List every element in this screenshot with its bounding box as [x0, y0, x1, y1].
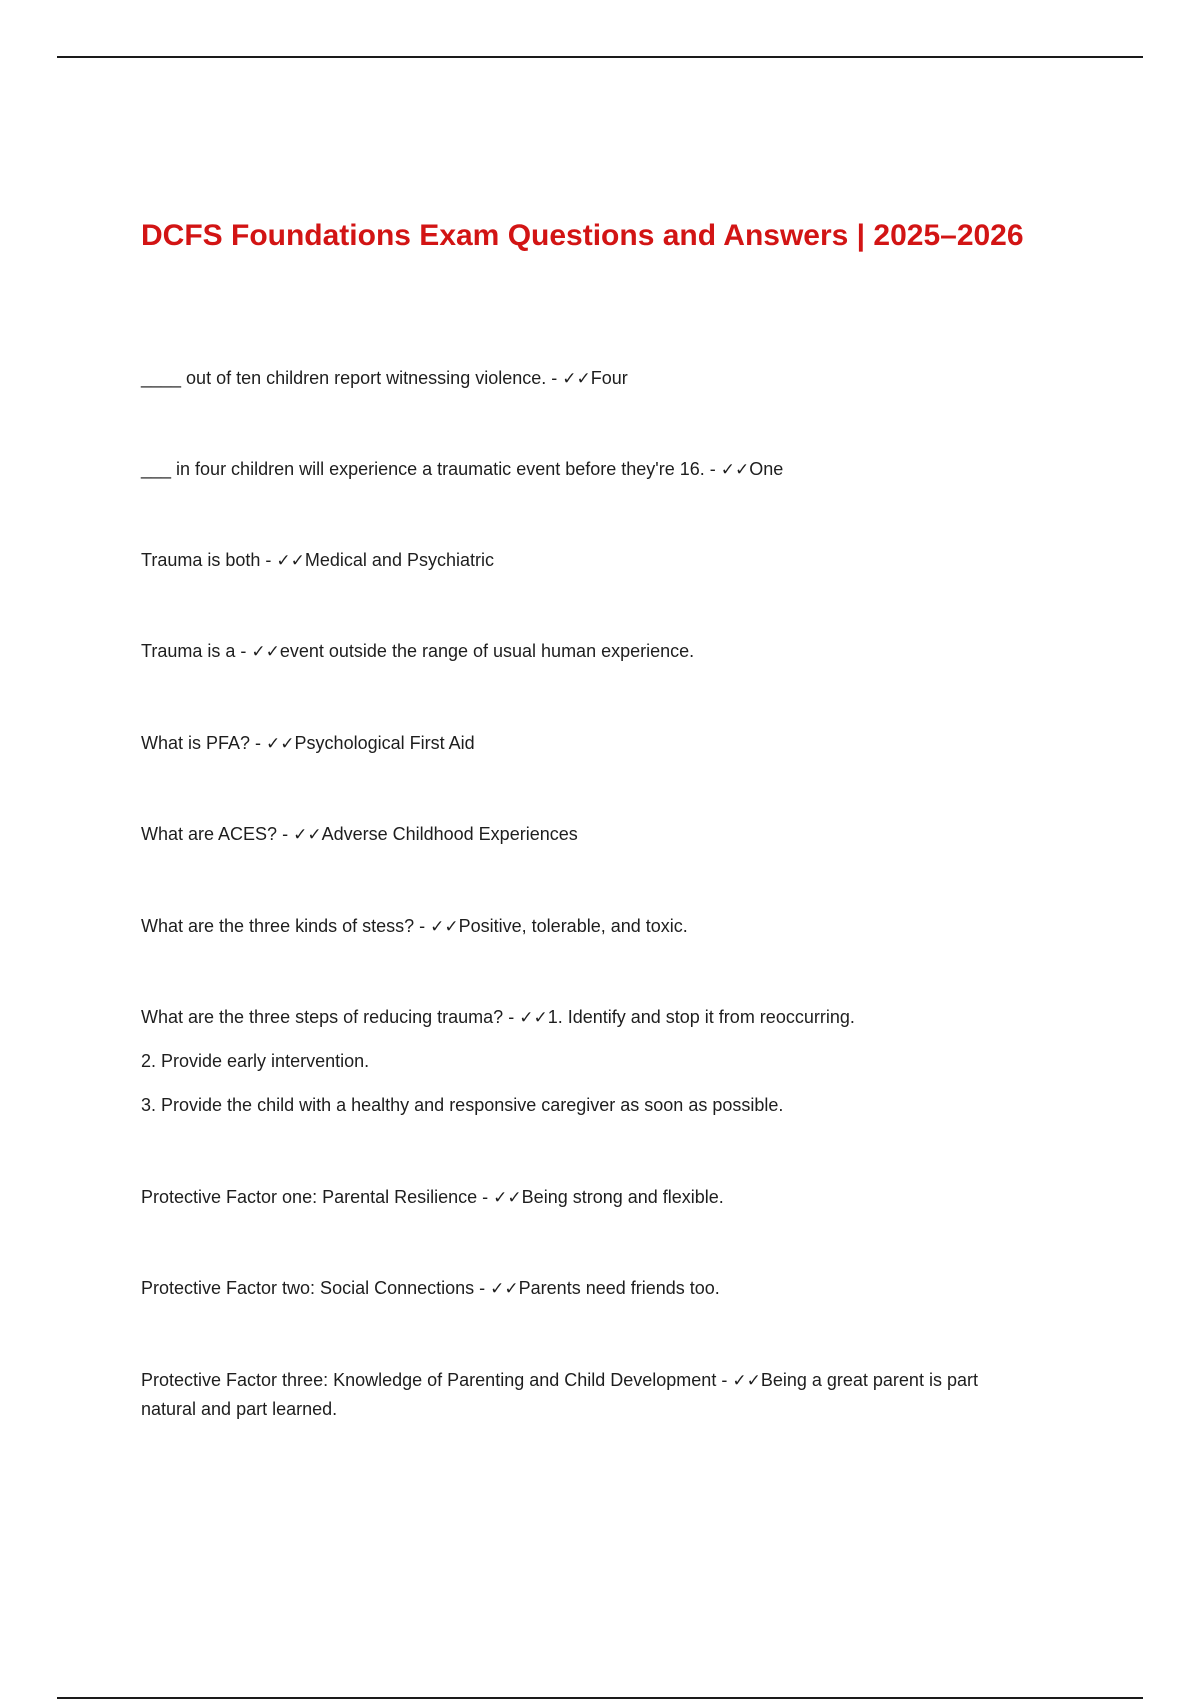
- answer-text: Being a great parent is part natural and part learned.: [141, 1370, 978, 1419]
- check-mark-icon: ✓✓: [519, 1008, 548, 1028]
- answer-text: Adverse Childhood Experiences: [321, 824, 578, 844]
- question-text: Protective Factor two: Social Connections: [141, 1278, 475, 1298]
- question-text: What is PFA?: [141, 733, 251, 753]
- qa-line: [141, 912, 1041, 941]
- question-text: Trauma is both: [141, 550, 261, 570]
- answer-continuation: 3. Provide the child with a healthy and responsive caregiver as soon as possible.: [141, 1095, 784, 1115]
- separator: -: [477, 1187, 494, 1207]
- answer-text: Psychological First Aid: [294, 733, 475, 753]
- separator: -: [704, 459, 721, 479]
- document-title: DCFS Foundations Exam Questions and Answers | 2025–2026: [141, 219, 1024, 252]
- answer-text: Parents need friends too.: [518, 1278, 720, 1298]
- qa-item: [141, 729, 1041, 758]
- question-text: Protective Factor three: Knowledge of Parenting and Child Development: [141, 1370, 717, 1390]
- question-text: Trauma is a: [141, 641, 236, 661]
- answer-text: event outside the range of usual human experience.: [279, 641, 695, 661]
- check-mark-icon: ✓✓: [293, 825, 322, 845]
- check-mark-icon: ✓✓: [490, 1279, 519, 1299]
- answer-text: Four: [590, 368, 628, 388]
- question-text: What are the three kinds of stess?: [141, 916, 415, 936]
- separator: -: [414, 916, 431, 936]
- separator: -: [474, 1278, 491, 1298]
- qa-item: [141, 912, 1041, 941]
- check-mark-icon: ✓✓: [493, 1188, 522, 1208]
- check-mark-icon: ✓✓: [430, 917, 459, 937]
- qa-item: [141, 1274, 1041, 1303]
- qa-item: [141, 455, 1041, 484]
- separator: -: [503, 1007, 520, 1027]
- qa-item: [141, 1003, 1041, 1119]
- question-text: Protective Factor one: Parental Resilience: [141, 1187, 478, 1207]
- answer-text: One: [749, 459, 784, 479]
- question-text: What are ACES?: [141, 824, 278, 844]
- check-mark-icon: ✓✓: [732, 1371, 761, 1391]
- check-mark-icon: ✓✓: [276, 551, 305, 571]
- qa-item: [141, 364, 1041, 393]
- qa-line: [141, 1274, 1041, 1303]
- qa-item: [141, 1183, 1041, 1212]
- qa-item: [141, 820, 1041, 849]
- qa-line: [141, 546, 1041, 575]
- answer-text: Being strong and flexible.: [521, 1187, 724, 1207]
- qa-line: [141, 455, 1041, 484]
- qa-item: [141, 1366, 1031, 1423]
- bottom-rule: [57, 1697, 1143, 1699]
- qa-item: [141, 637, 1041, 666]
- qa-item: [141, 546, 1041, 575]
- check-mark-icon: ✓✓: [720, 460, 750, 480]
- qa-line: [141, 637, 1041, 666]
- separator: -: [250, 733, 267, 753]
- check-mark-icon: ✓✓: [562, 369, 591, 389]
- separator: -: [716, 1370, 733, 1390]
- qa-line: [141, 1003, 1041, 1032]
- separator: -: [260, 550, 277, 570]
- question-text: What are the three steps of reducing trauma?: [141, 1007, 504, 1027]
- question-text: ____ out of ten children report witnessing violence.: [141, 368, 547, 388]
- check-mark-icon: ✓✓: [266, 734, 295, 754]
- answer-text: 1. Identify and stop it from reoccurring.: [547, 1007, 855, 1027]
- qa-line: [141, 820, 1041, 849]
- top-rule: [57, 56, 1143, 58]
- answer-text: Medical and Psychiatric: [304, 550, 494, 570]
- separator: -: [277, 824, 294, 844]
- answer-continuation: 2. Provide early intervention.: [141, 1051, 370, 1071]
- separator: -: [546, 368, 563, 388]
- question-text: ___ in four children will experience a traumatic event before they're 16.: [141, 459, 705, 479]
- qa-line: [141, 729, 1041, 758]
- separator: -: [235, 641, 252, 661]
- qa-line: [141, 1183, 1041, 1212]
- qa-line: [141, 364, 1041, 393]
- check-mark-icon: ✓✓: [251, 642, 280, 662]
- answer-text: Positive, tolerable, and toxic.: [458, 916, 688, 936]
- qa-line: [141, 1366, 1031, 1423]
